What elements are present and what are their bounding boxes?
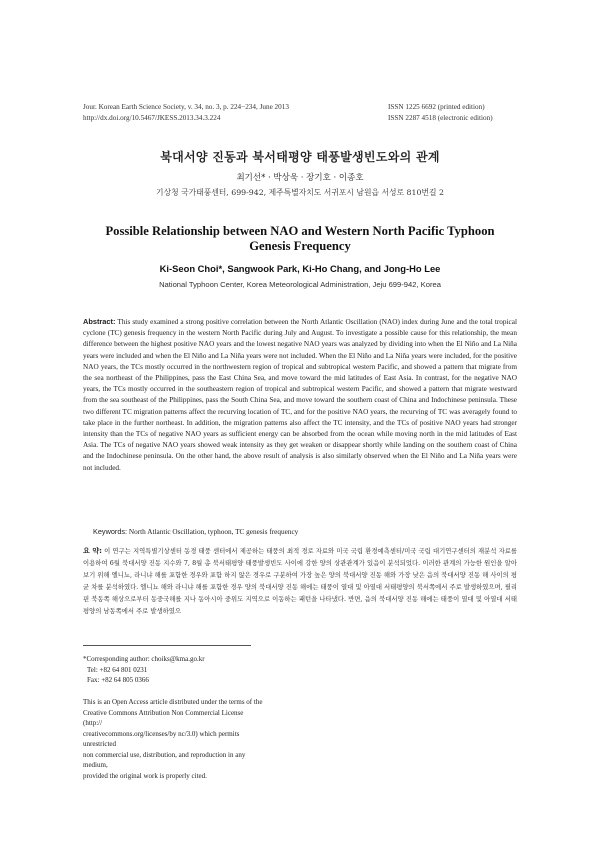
issn-block [388, 102, 493, 124]
license-line: non commercial use, distribution, and reproduction in any medium, [83, 750, 246, 769]
abstract-label: Abstract: [83, 317, 116, 326]
corresponding-email: *Corresponding author: choiks@kma.go.kr [83, 655, 205, 663]
license-line: creativecommons.org/licenses/by nc/3.0) which permits unrestricted [83, 729, 240, 748]
corresponding-author-footnote [83, 654, 205, 686]
fax: Fax: +82 64 805 0366 [87, 676, 149, 684]
korean-authors: 최기선* · 박상욱 · 장기호 · 이종호 [236, 173, 364, 183]
footnote-divider [83, 645, 251, 646]
keywords-label: Keywords: [93, 527, 128, 536]
korean-title: 북대서양 진동과 북서태평양 태풍발생빈도와의 관계 [160, 150, 440, 164]
license-line: This is an Open Access article distributed under the terms of the [83, 698, 263, 706]
korean-abstract-text: 이 연구는 지역특별기상센터 동경 태풍 센터에서 제공하는 태풍의 최적 경로 자료와 미국 국립 환경예측센터/미국 국립 대기연구센터의 재분석 자료를 이용하여 6월 북대서양 진동 지수와 7, 8월 총 북서태평양 태풍발생빈도 사이에 강한 양의 상관관계가 있음이 분석되었다. 이러한 관계의 가능한 원인을 알아보기 위해 엘니뇨, 라니냐 해를 포함한 경우와 포함 하지 않은 경우로 구분하여 가장 높은 양의 북대서양 진동 해와 가장 낮은 음의 북대서양 진동 해 사이의 평균 차를 분석하였다. 엘니뇨 해와 라니냐 해를 포함한 경우 양의 북대서양 진동 해에는 태풍이 열대 및 아열대 서태평양의 북서쪽에서 주로 발생하였으며, 필리핀 북동쪽 해상으로부터 동중국해를 지나 동아시아 중위도 지역으로 이동하는 패턴을 나타냈다. 반면, 음의 북대서양 진동 해에는 태풍이 열대 및 아열대 서태평양의 남동쪽에서 주로 발생하였으 [83, 548, 517, 616]
doi-link[interactable]: http://dx.doi.org/10.5467/JKESS.2013.34.3.224 [83, 114, 221, 122]
journal-citation [83, 102, 289, 124]
english-authors: Ki-Seon Choi*, Sangwook Park, Ki-Ho Chang, and Jong-Ho Lee [159, 263, 441, 274]
english-title [60, 224, 540, 254]
keywords [93, 527, 298, 536]
korean-abstract [83, 545, 517, 619]
abstract [83, 316, 517, 474]
korean-abstract-label: 요 약: [83, 547, 102, 555]
license-notice [83, 697, 263, 781]
license-line: provided the original work is properly cited. [83, 771, 207, 780]
english-affiliation: National Typhoon Center, Korea Meteorological Administration, Jeju 699-942, Korea [159, 280, 441, 289]
license-line: Creative Commons Attribution Non Commercial License (http:// [83, 708, 244, 727]
english-title-line-1: Possible Relationship between NAO and Western North Pacific Typhoon [105, 224, 495, 238]
issn-electronic: ISSN 2287 4518 (electronic edition) [388, 114, 493, 122]
issn-print: ISSN 1225 6692 (printed edition) [388, 103, 485, 111]
korean-affiliation: 기상청 국가태풍센터, 699-942, 제주특별자치도 서귀포시 남원읍 서성로 810번길 2 [156, 188, 444, 197]
english-title-line-2: Genesis Frequency [249, 239, 351, 253]
journal-line: Jour. Korean Earth Science Society, v. 34, no. 3, p. 224−234, June 2013 [83, 103, 289, 111]
keywords-text: North Atlantic Oscillation, typhoon, TC genesis frequency [128, 528, 299, 536]
tel: Tel: +82 64 801 0231 [87, 665, 148, 674]
abstract-text: This study examined a strong positive correlation between the North Atlantic Oscillation (NAO) index during June and the total tropical cyclone (TC) genesis frequency in the western North Pacific during July and August. To investigate a possible cause for this relationship, the mean difference between the highest positive NAO years and the lowest negative NAO years was analyzed by dividing into when the El Niño and La Niña years were included and when the El Niño and La Niña years were not included. When the El Niño and La Niña years were included, for the positive NAO years, the TCs mostly occurred in the northwestern region of tropical and subtropical western Pacific, and showed a pattern that migrate from the sea northeast of the Philippines, pass the East China Sea, and move toward the mid latitudes of East Asia. In contrast, for the negative NAO years, the TCs mostly occurred in the southeastern region of tropical and subtropical western Pacific, and showed a pattern that migrate westward from the sea southeast of the Philippines, pass the South China Sea, and move toward the southern coast of China and Indochinese peninsula. These two different TC migration patterns affect the recurving location of TC, and for the positive NAO years, the recurving of TC was averagely found to take place in the further northeast. In addition, the migration patterns also affect the TC intensity, and the TCs of positive NAO years had stronger intensity than the TCs of negative NAO years as sufficient energy can be absorbed from the ocean while moving north in the mid latitudes of East Asia. The TCs of negative NAO years showed weak intensity as they get weaken or disappear shortly while landing on the southern coast of China and the Indochinese peninsula. On the other hand, the above result of analysis is also similarly observed when the El Niño and La Niña years were not included. [83, 318, 517, 472]
